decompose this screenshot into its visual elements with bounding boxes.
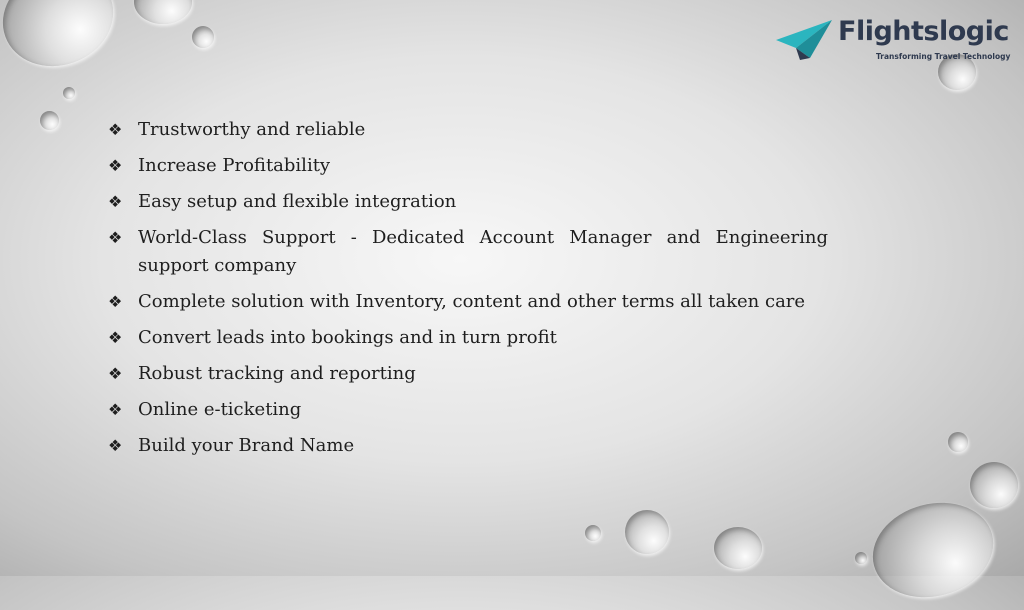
- list-item-text: Trustworthy and reliable: [138, 119, 366, 140]
- diamond-bullet-icon: ❖: [108, 192, 123, 211]
- diamond-bullet-icon: ❖: [108, 400, 123, 419]
- water-drop: [40, 111, 59, 130]
- diamond-bullet-icon: ❖: [108, 120, 123, 139]
- list-item-text: Build your Brand Name: [138, 435, 355, 456]
- list-item: [108, 152, 828, 180]
- list-item-text: Online e-ticketing: [138, 399, 302, 420]
- list-item-text: Increase Profitability: [138, 155, 331, 176]
- flightslogic-logo: [776, 12, 1011, 68]
- water-drop: [0, 0, 127, 81]
- list-item-text: Robust tracking and reporting: [138, 363, 416, 384]
- list-item: [108, 116, 828, 144]
- list-item: [108, 224, 828, 280]
- list-item: [108, 396, 828, 424]
- water-drop: [192, 26, 214, 48]
- list-item: [108, 288, 828, 316]
- water-drop: [862, 490, 1004, 610]
- diamond-bullet-icon: ❖: [108, 156, 123, 175]
- water-drop: [134, 0, 192, 24]
- logo-tagline: Transforming Travel Technology: [876, 52, 1011, 61]
- list-item: [108, 432, 828, 460]
- list-item-text: Convert leads into bookings and in turn profit: [138, 327, 557, 348]
- list-item: [108, 188, 828, 216]
- list-item: [108, 324, 828, 352]
- water-drop: [970, 462, 1018, 508]
- list-item-text: World-Class Support - Dedicated Account Manager and Engineering support company: [138, 227, 828, 276]
- diamond-bullet-icon: ❖: [108, 292, 123, 311]
- diamond-bullet-icon: ❖: [108, 364, 123, 383]
- water-drop: [63, 87, 75, 99]
- paper-plane-icon: [776, 18, 834, 60]
- water-drop: [714, 527, 762, 569]
- water-drop: [948, 432, 968, 452]
- diamond-bullet-icon: ❖: [108, 328, 123, 347]
- logo-name: Flightslogic: [838, 16, 1009, 47]
- list-item: [108, 360, 828, 388]
- feature-list: [108, 116, 828, 468]
- water-drop: [625, 510, 669, 554]
- diamond-bullet-icon: ❖: [108, 436, 123, 455]
- list-item-text: Easy setup and flexible integration: [138, 191, 457, 212]
- water-drop: [855, 552, 867, 564]
- diamond-bullet-icon: ❖: [108, 228, 123, 247]
- water-drop: [585, 525, 601, 541]
- list-item-text: Complete solution with Inventory, content and other terms all taken care: [138, 291, 806, 312]
